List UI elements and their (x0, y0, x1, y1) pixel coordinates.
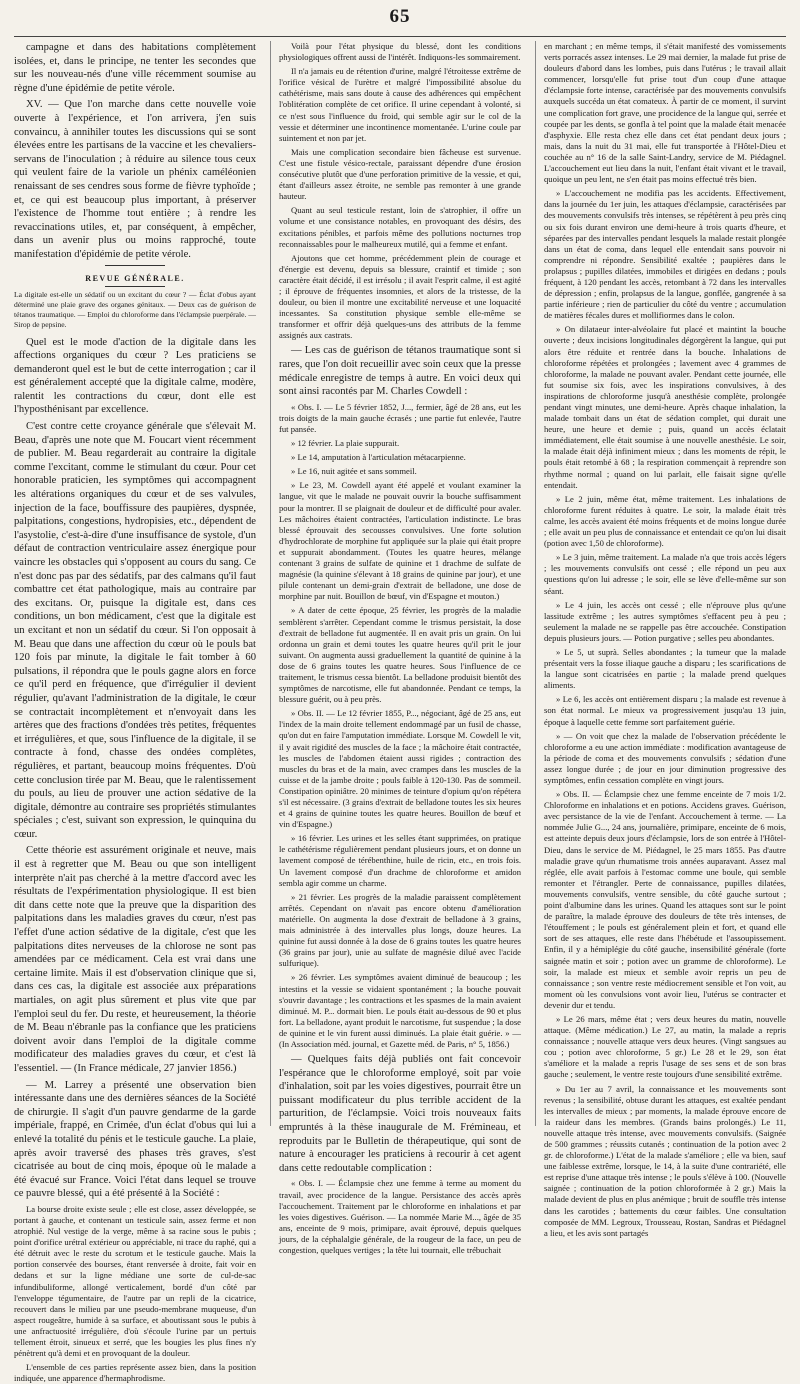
paragraph: — Quelques faits déjà publiés ont fait concevoir l'espérance que le chloroforme employé, soit par voie d'inhalation, soit par les voies digestives, pourrait être un puissant modificateur du plus terrible accident de la parturition, de l'éclampsie. Voici trois nouveaux faits empruntés à la thèse inaugurale de M. Frémineau, et reproduits par le Bulletin de thérapeutique, qui sont de nature à encourager les praticiens à recourir à cet agent dans cette redoutable complication : (279, 1054, 521, 1174)
paragraph: » Du 1er au 7 avril, la connaissance et les mouvements sont revenus ; la sensibilité, obtuse durant les attaques, est exaltée pendant les intervalles de mieux ; par moments, la malade éprouve encore de la raideur dans les membres. (Grands bains prolongés.) Le 11, nouvelle attaque très intense, avec mouvements convulsifs. (Saignée de 500 grammes ; réussits cutanés ; continuation de la potion avec 2 gr. de chloroforme.) L'état de la malade s'améliore ; elle va bien, sauf une faiblesse extrême, lorsque, le 14, à la suite d'une contrariété, elle est reprise d'une attaque très intense ; le pouls s'élève à 100. (Nouvelle saignée ; continuation de la potion chloroformée à 2 gr.) Mais la malade devient de plus en plus anémique ; bruit de souffle très intense dans les carotides ; battements du cœur faibles. Une consultation composée de MM. Legroux, Trousseau, Rostan, Sandras et Piédagnel a lieu, et les avis sont partagés (544, 1083, 786, 1238)
paragraph: » Le 3 juin, même traitement. La malade n'a que trois accès légers ; les mouvements convulsifs ont cessé ; elle répond un peu aux questions qu'on lui adresse ; le soir, elle se lève d'elle-même sur son séant. (544, 552, 786, 596)
paragraph: XV. — Que l'on marche dans cette nouvelle voie ouverte à l'expérience, et l'on arrivera, j'en suis convaincu, à annihiler toutes les discussions qui se sont élevées entre les partisans de la vaccine et les chevaliers-servans de l'inoculation ; à réduire au silence tous ceux qui veulent faire de la variole un phénix caméléonien renaissant de ses cendres sous forme de fièvre typhoïde ; et, ce qui est beaucoup plus important, à préserver l'existence de l'homme tout entière ; à rendre les revaccinations utiles, et, par conséquent, à empêcher, dans un avenir plus ou moins rapproché, toute manifestation d'épidémie de petite vérole. (14, 99, 256, 260)
paragraph: » Le 2 juin, même état, même traitement. Les inhalations de chloroforme furent réduites à quatre. Le soir, la malade était très calme, les accès avaient été moins fréquents et de moins longue durée ; elle avait un peu plus de connaissance et entendait ce qu'on lui disait (potion avec 1,50 de chloroforme). (544, 493, 786, 549)
paragraph: » Le 14, amputation à l'articulation métacarpienne. (291, 452, 466, 463)
paragraph: Cette théorie est assurément originale et neuve, mais il est à regretter que M. Beau ou que son intelligent interprète n'ait pas cherché à la mettre d'accord avec les résultats de l'expérimentation physiologique. Il est bien dit dans cette note que la preuve que la disparition des palpitations dans les maladies graves du cœur, n'est pas l'effet d'une action sédative de la digitale, c'est que les palpitations dites nerveuses de la chlorose ne sont pas amendées par ce médicament. Cela est vrai dans une certaine limite. Mais il est d'observation clinique que si, dans ces cas, la digitale est associée aux préparations martiales, on agit plus sûrement et plus vite que par l'emploi seul du fer. Du reste, et heureusement, la théorie de M. Beau n'ébranle pas la confiance que les praticiens doivent avoir dans l'emploi de la digitale comme modificateur des maladies graves du cœur, et c'est là l'essentiel. — (In France médicale, 27 janvier 1856.) (14, 845, 256, 1074)
text-columns (14, 41, 786, 1384)
paragraph: » Obs. II. — Le 12 février 1855, P..., négociant, âgé de 25 ans, eut l'index de la main droite tellement endommagé par un fusil de chasse, qu'on dut en faire l'amputation immédiate. Lorsque M. Cowdell le vit, il y avait rigidité des muscles de la face ; la mâchoire était contractée, les muscles de l'abdomen étaient aussi rigides ; contraction des muscles du bras et de la main, avec crampes dans les muscles de la cuisse et de la jambe droite ; pouls faible à 120-130. Pas de sommeil. Constipation opiniâtre. 20 minimes de teinture d'opium qu'on répétera s'il est nécessaire. (3 grains d'extrait de belladone toutes les six heures et 4 grains de quinine toutes les quatre heures. Bouillon de bœuf et vin d'Espagne.) (279, 708, 521, 830)
paragraph: » Le 26 mars, même état ; vers deux heures du matin, nouvelle attaque. (Même médication.) Le 27, au matin, la malade a repris connaissance ; nouvelle attaque vers deux heures. (Vingt sangsues au cou ; potion avec chloroforme, 5 gr.) Le 28 et le 29, son état s'améliore et la malade a repris l'usage de ses sens et de son bras gauche ; seulement, le ventre reste toujours d'une sensibilité extrême. (544, 1013, 786, 1080)
paragraph: « Obs. I. — Éclampsie chez une femme à terme au moment du travail, avec procidence de la langue. Persistance des accès après l'accouchement. Traitement par le chloroforme en inhalations et par les voies digestives. Guérison. — La nommée Marie M..., âgée de 35 ans, enceinte de 9 mois, primipare, avait éprouvé, depuis quelques jours, de la céphalalgie générale, de la rougeur de la face, un peu de congestion, quelques vertiges ; la tête lui tournait, elle trébuchait (279, 1178, 521, 1255)
paragraph: Quant au seul testicule restant, loin de s'atrophier, il offre un volume et une consistance notables, en provoquant des désirs, des excitations pénibles, et parfois même des pollutions nocturnes trop reconnaissables pour le malheureux mutilé, qui a femme et enfant. (279, 205, 521, 249)
paragraph: Quel est le mode d'action de la digitale dans les affections organiques du cœur ? Les praticiens se demanderont quel est le but de cette interrogation ; car il est généralement accepté que la digitale calme, modère, ralentit les contractions du cœur, dont elle est l'hyposthénisant par excellence. (14, 336, 256, 416)
paragraph: » 12 février. La plaie suppurait. (291, 438, 400, 449)
section-heading: REVUE GÉNÉRALE. (85, 273, 185, 283)
paragraph: — M. Larrey a présenté une observation bien intéressante dans une des dernières séances de la Société de chirurgie. Il s'agit d'un pauvre gendarme de la garde impériale, frappé, en Crimée, d'un éclat d'obus qui lui a enlevé la totalité du pénis et le testicule gauche. La plaie, après avoir traversé des phases très graves, s'est cicatrisée au bout de cinq mois, époque où le malade a été évacué sur France. Voici l'état dans lequel se trouve ce pauvre blessé, qui a été présenté à la Société : (14, 1079, 256, 1200)
divider (105, 265, 165, 266)
paragraph: en marchant ; en même temps, il s'était manifesté des vomissements verts porracés assez intenses. Le 29 mai dernier, la malade fut prise de douleurs d'abord dans les lombes, puis dans l'utérus ; le travail allait commencer, lorsqu'elle fut prise tout d'un coup d'une attaque d'éclampsie forte intense, caractérisée par des mouvements convulsifs auxquels succéda un état comateux. À partir de ce moment, il survint une complication fort grave, une procidence de la langue qui, serrée et coupée par les dents, se gonfla à tel point que la malade était menacée d'asphyxie. Elle resta chez elle dans cet état pendant deux jours ; mais, dans la nuit du 31 mai, elle fut transportée à l'Hôtel-Dieu et couchée au n° 16 de la salle Saint-Landry, service de M. Piédagnel. L'accouchement eut lieu dans la nuit, l'enfant était vivant et le travail, quoique un peu lent, ne s'en était pas moins effectué très bien. (544, 41, 786, 185)
paragraph: » — On voit que chez la malade de l'observation précédente le chloroforme a eu une action immédiate : modification avantageuse de la période de coma et des mouvements convulsifs ; sédation d'une assez longue durée ; de jour en jour diminution progressive des symptômes, enfin cessation complète en vingt jours. (544, 730, 786, 785)
paragraph: « Obs. I. — Le 5 février 1852, J..., fermier, âgé de 28 ans, eut les trois doigts de la main gauche écrasés ; une partie fut enlevée, l'autre fut pansée. (279, 401, 521, 434)
paragraph: Mais une complication secondaire bien fâcheuse est survenue. C'est une fistule vésico-rectale, paraissant dépendre d'une érosion consécutive plutôt que d'une perforation primitive de la vessie, et qui, étant d'ailleurs assez étroite, ne semble pas remonter à une grande hauteur. (279, 146, 521, 202)
paragraph: La bourse droite existe seule ; elle est close, assez développée, se portant à gauche, et contenant un testicule sain, assez ferme et non atrophié. Nul vestige de la verge, même à sa racine sous le pubis ; point d'orifice urétral extérieur ou appréciable, ni trace du raphé, qui a été détruit avec le reste du scrotum et le testicule gauche. Mais la portion conservée des bourses, étant renversée à droite, fait voir en dedans et sur la ligne médiane une sorte de cul-de-sac infundibuliforme, allongé verticalement, bordé d'un côté par l'enveloppe tégumentaire, de l'autre par un repli de la cicatrice, recouvert dans le milieu par une pseudo-membrane muqueuse, d'un aspect rougeâtre, humide à sa surface, et aboutissant sous le pubis à une anfractuosité irrégulière, d'où s'écoule l'urine par un pertuis tellement étroit, sinueux et serré, que les bougies les plus fines n'y pénètrent qu'à demi et en provoquant de la douleur. (14, 1203, 256, 1359)
divider (105, 286, 165, 287)
section-summary: La digitale est-elle un sédatif ou un excitant du cœur ? — Éclat d'obus ayant déterminé une plaie grave des organes génitaux. — Deux cas de guérison de tétanos traumatique. — Emploi du chloroforme dans l'éclampsie puerpérale. — Sirop de pepsine. (14, 289, 256, 329)
paragraph: Voilà pour l'état physique du blessé, dont les conditions physiologiques offrent aussi de l'intérêt. Indiquons-les sommairement. (279, 41, 521, 63)
paragraph: » Le 6, les accès ont entièrement disparu ; la malade est revenue à son état normal. Le mieux va progressivement jusqu'au 13 juin, époque à laquelle cette femme sort parfaitement guérie. (544, 694, 786, 727)
paragraph: » 21 février. Les progrès de la maladie paraissent complètement arrêtés. Cependant on n'avait pas encore obtenu d'amélioration matérielle. On augmenta la dose d'extrait de belladone à 3 grains, mais administrée à des intervalles plus longs, douze heures. La quinine fut aussi donnée à la dose de 6 grains toutes les quatre heures (36 grains par jour), unie au sulfate de magnésie dilué avec l'acide sulfurique). (279, 891, 521, 969)
paragraph: — Les cas de guérison de tétanos traumatique sont si rares, que l'on doit recueillir avec soin ceux que la presse médicale enregistre de temps à autre. En voici deux qui sont ainsi racontés par M. Charles Cowdell : (279, 345, 521, 398)
page-header (14, 6, 786, 37)
column-2 (270, 41, 521, 1255)
paragraph: » A dater de cette époque, 25 février, les progrès de la maladie semblèrent s'arrêter. Cependant comme le trismus persistait, la dose d'extrait de belladone fut augmentée. Il en avait pris un grain. On lui ordonna un grain et demi toutes les quatre heures qu'il prit le jour suivant. On augmenta aussi graduellement la quantité de quinine à la dose de 6 grains toutes les quatre heures. Sous l'influence de ce traitement, le trismus cessa bientôt. La belladone produisit bientôt des symptômes de narcotisme, elle fut abandonnée. Pendant ce temps, la blessure guérit, ou à peu près. (279, 605, 521, 705)
paragraph: Il n'a jamais eu de rétention d'urine, malgré l'étroitesse extrême de l'orifice vésical de l'urètre et malgré l'impossibilité absolue du cathétérisme, mais sans doute à cause des adhérences qui empêchent l'oblitération complète de cet orifice. Il urine cependant à volonté, si ce n'est sous l'influence du froid, qui semble agir sur le col de la vessie et déterminer une incontinence momentanée. L'urine coule par suintement et non par jet. (279, 66, 521, 143)
paragraph: » Le 23, M. Cowdell ayant été appelé et voulant examiner la langue, vit que le malade ne pouvait ouvrir la bouche suffisamment pour la montrer. Il se plaignait de douleur et de difficulté pour avaler. Les mâchoires étaient contractées, l'articulation indistincte. Le bras blessé éprouvait des secousses convulsives. Une forte solution d'hydrochlorate de morphine fut appliquée sur la plaie qui était propre et suppurait abondamment. (Toutes les quatre heures, mélange contenant 3 grains de sulfate de quinine et 1 drachme de sulfate de magnésie (la quinine s'élevant à 18 grains de quinine par jour), et une pilule contenant un demi-grain d'extrait de belladone, une dose de morphine par nuit. Bouillon de bœuf, vin d'Espagne et mouton.) (279, 480, 521, 602)
paragraph: » Le 4 juin, les accès ont cessé ; elle n'éprouve plus qu'une lassitude extrême ; les autres symptômes s'effacent peu à peu ; seulement la malade ne se rappelle pas être accouchée. Constipation depuis plusieurs jours. — Potion purgative ; selles peu abondantes. (544, 599, 786, 643)
paragraph: » 16 février. Les urines et les selles étant supprimées, on pratique le cathétérisme régulièrement pendant plusieurs jours, et on donne un lavement composé de térébenthine, huile de ricin, etc., en trois fois. Un lavement composé d'un drachme de chloroforme et amidon sembla agir comme un charme. (279, 833, 521, 888)
page-number: 65 (389, 6, 411, 27)
paragraph: » L'accouchement ne modifia pas les accidents. Effectivement, dans la journée du 1er juin, les attaques d'éclampsie, caractérisées par des mouvements convulsifs très intenses, se répétèrent à peu près cinq ou six fois durant environ une demi-heure à trois quarts d'heure, et séparées par des intervalles pendant lesquels la malade restait plongée dans un état de coma, dans lequel elle entendait sans pouvoir ni comprendre ni répondre. Sensibilité exaltée ; paupières dans le prolapsus ; pupilles dilatées, immobiles et dirigées en dedans ; pouls fréquent, à 120 pendant les accès, retombant à 72 dans les intervalles de dépression ; enfin, prolapsus de la langue, gonflée, gangrenée à sa partie inférieure ; rien de particulier du côté du ventre ; accumulation de matières fécales dures et mollifiormes dans le colon. (544, 188, 786, 321)
paragraph: C'est contre cette croyance générale que s'élevait M. Beau, d'après une note que M. Foucart vient récemment de publier. M. Beau regarderait au contraire la digitale comme l'excitant, comme le stimulant du cœur. Pour cet honorable praticien, les symptômes qui accompagnent les altérations organiques du cœur et de ses valvules, injection de la face, bouffissure des paupières, dyspnée, palpitations, congestions, hydropisies, etc., dépendent de l'asystolie, c'est-à-dire d'une insuffisance de systole, d'un défaut de contraction ventriculaire assez énergique pour vaincre les obstacles qui s'opposent au cours du sang. Ce n'est donc pas par des sédatifs, par des calmans qu'il faut combattre cet état pathologique, mais au contraire par des excitans. Or, puisque la digitale est, dans ces conditions, un bon médicament, c'est que la digitale est un excitant et non un sédatif du cœur. Si l'on opposait à M. Beau que dans une affection du cœur où le pouls bat 120 fois par minute, la digitale le fait tomber à 60 pulsations, il répondra que le pouls gagne alors en force ce qu'il perd en fréquence, que d'irrégulier il devient régulier, qu'avant l'administration de la digitale, le cœur se contractait incomplètement et n'envoyait dans les artères que des fractions d'ondées très petites, fréquentes et irrégulières, et que, sous l'influence de la digitale, il se contracte à fond, chasse des ondées complètes, régulières, et partant, beaucoup moins fréquentes. D'où cette conclusion tirée par M. Beau, que le ralentissement du pouls, au lieu de prouver une action sédative de la digitale, démontre au contraire ses propriétés stimulantes spéciales ; c'est, suivant son expression, le quinquina du cœur. (14, 421, 256, 840)
column-3 (535, 41, 786, 1238)
paragraph: » 26 février. Les symptômes avaient diminué de beaucoup ; les intestins et la vessie se vidaient spontanément ; la bouche pouvait s'ouvrir davantage ; les contractions et les spasmes de la main avaient diminué. M. P... dormait bien. Le pouls était au-dessous de 90 et plus fort. La belladone, ayant produit le narcotisme, fut suspendue ; la dose de quinine et le vin furent aussi diminués. La plaie était guérie. » — (In Association méd. journal, et Gazette méd. de Paris, n° 5, 1856.) (279, 972, 521, 1049)
paragraph: Ajoutons que cet homme, précédemment plein de courage et d'énergie est devenu, depuis sa blessure, craintif et timide ; son caractère était décidé, il est irrésolu ; il avait l'esprit calme, il est agité ; il éprouve de fréquentes insomnies, et alors de la tristesse, de la douleur, ou bien il montre une excitabilité nerveuse et une loquacité incessantes. Sa constitution physique semble elle-même se transformer et offrir déjà quelques-uns des attributs de la femme assignés aux castrats. (279, 252, 521, 341)
paragraph: » Le 5, ut suprà. Selles abondantes ; la tumeur que la malade présentait vers la fosse iliaque gauche a disparu ; les scarifications de la langue sont cicatrisées en partie ; la malade prend quelques aliments. (544, 646, 786, 691)
paragraph: » Le 16, nuit agitée et sans sommeil. (291, 466, 417, 477)
column-1 (14, 41, 256, 1384)
paragraph: campagne et dans des habitations complètement isolées, et, dans le principe, ne tenter les secondes que sur les nouveau-nés d'une ville récemment soumise au règne d'une épidémie de petite vérole. (14, 42, 256, 94)
paragraph: » On dilataeur inter-alvéolaire fut placé et maintint la bouche ouverte ; deux incisions longitudinales dégorgèrent la langue, qui put alors être réduite et rentrée dans la bouche. Inhalations de chloroforme répétées et prolongées ; lavement avec 4 grammes de chloroforme, la malade ne pouvant avaler. Pendant cette journée, elle fut soumise six fois, avec les inspirations convulsives, à des inspirations de chloroforme jusqu'à anesthésie complète, prolongée pendant vingt minutes, une demi-heure. Après chaque inhalation, la malade tombait dans un état de sédation complet, qui durait une heure, une heure et demie ; puis, quand un accès éclatait immédiatement, elle était soumise à une nouvelle anesthésie. Le soir, la malade était déjà infiniment mieux ; dans les moments de répit, le pouls était retombé à 68 ; la respiration commençait à reprendre son rhythme normal ; quand on lui parlait, elle faisait signe qu'elle entendait. (544, 324, 786, 490)
paragraph: » Obs. II. — Éclampsie chez une femme enceinte de 7 mois 1/2. Chloroforme en inhalations et en potions. Accidens graves. Guérison, avec persistance de la vie de l'enfant. Accouchement à terme. — La nommée Julie G..., 24 ans, journalière, primipare, enceinte de 6 mois, est atteinte depuis deux jours d'éclampsie, lors de son entrée à l'Hôtel-Dieu, dans le service de M. Piédagnel, le 25 mars 1855. Pas d'autre maladie grave qu'un rhumatisme trois années auparavant. Assez mal réglée, elle avait parfois à l'estomac comme une boule, qui semble remonter et l'étrangler. Perte de connaissance, pupilles dilatées, mouvements convulsifs, ventre sensible, du côté gauche surtout ; point d'albumine dans les urines. Quand les attaques sont sur le point de paraître, la malade éprouve des douleurs de tête très intenses, de l'étouffement ; le pouls est généralement plein et fort, et quand elle sort de ses attaques, elle reste dans l'hébétude et l'assoupissement. Enfin, il y a hémiplégie du côté gauche, insensibilité générale (forte saignée matin et soir ; potion avec un gramme de chloroforme). Le soir, la malade est mieux et semble avoir repris un peu de connaissance ; son ventre reste médiocrement sensible et l'on voit, au moment où les convulsions vont avoir lieu, l'utérus se contracter et devenir dur et tendu. (544, 789, 786, 1010)
paragraph: L'ensemble de ces parties représente assez bien, dans la position indiquée, une apparence d'hermaphrodisme. (14, 1362, 256, 1384)
